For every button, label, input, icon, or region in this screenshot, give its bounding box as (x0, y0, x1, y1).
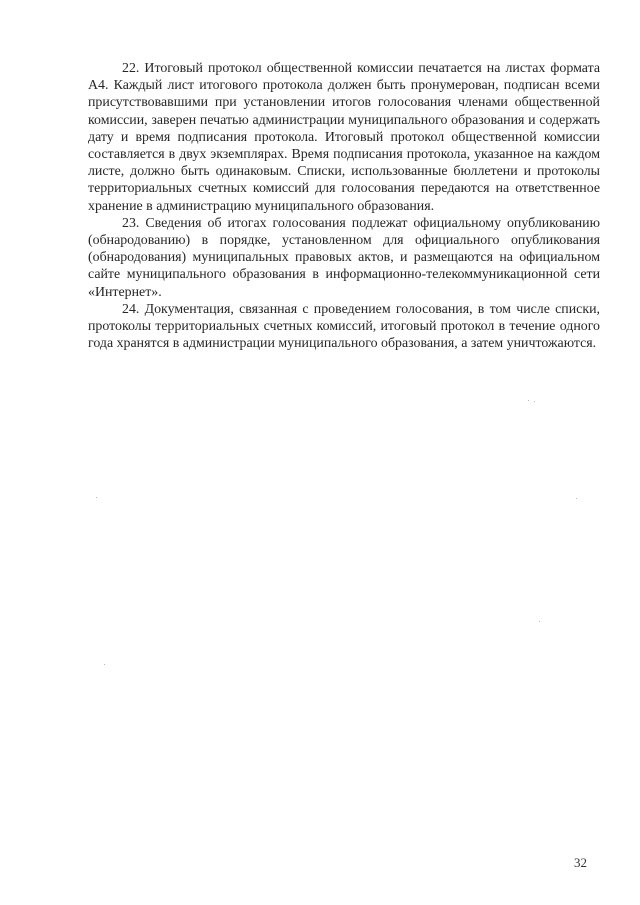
scan-speck (104, 664, 105, 665)
scan-speck (539, 621, 540, 622)
page-number: 32 (574, 855, 587, 870)
scan-speck (528, 400, 529, 401)
paragraph-23: 23. Сведения об итогах голосования подлежат официальному опубликованию (обнародованию) в порядке, установленном для официального опубликования (обнародования) муниципальных правовых актов, и размещаются на официальном сайте муниципального образования в информационно-телекоммуникационной сети «Интернет». (88, 215, 600, 300)
scan-speck (534, 401, 535, 402)
scan-speck (96, 497, 97, 498)
scan-speck (576, 498, 577, 499)
paragraph-22: 22. Итоговый протокол общественной комиссии печатается на листах формата А4. Каждый лист итогового протокола должен быть пронумерован, подписан всеми присутствовавшими при установлении итогов голосования членами общественной комиссии, заверен печатью администрации муниципального образования и содержать дату и время подписания протокола. Итоговый протокол общественной комиссии составляется в двух экземплярах. Время подписания протокола, указанное на каждом листе, должно быть одинаковым. Списки, использованные бюллетени и протоколы территориальных счетных комиссий для голосования передаются на ответственное хранение в администрацию муниципального образования. (88, 61, 600, 214)
paragraph-24: 24. Документация, связанная с проведением голосования, в том числе списки, протоколы территориальных счетных комиссий, итоговый протокол в течение одного года хранятся в администрации муниципального образования, а затем уничтожаются. (88, 301, 600, 352)
document-body (88, 60, 600, 352)
